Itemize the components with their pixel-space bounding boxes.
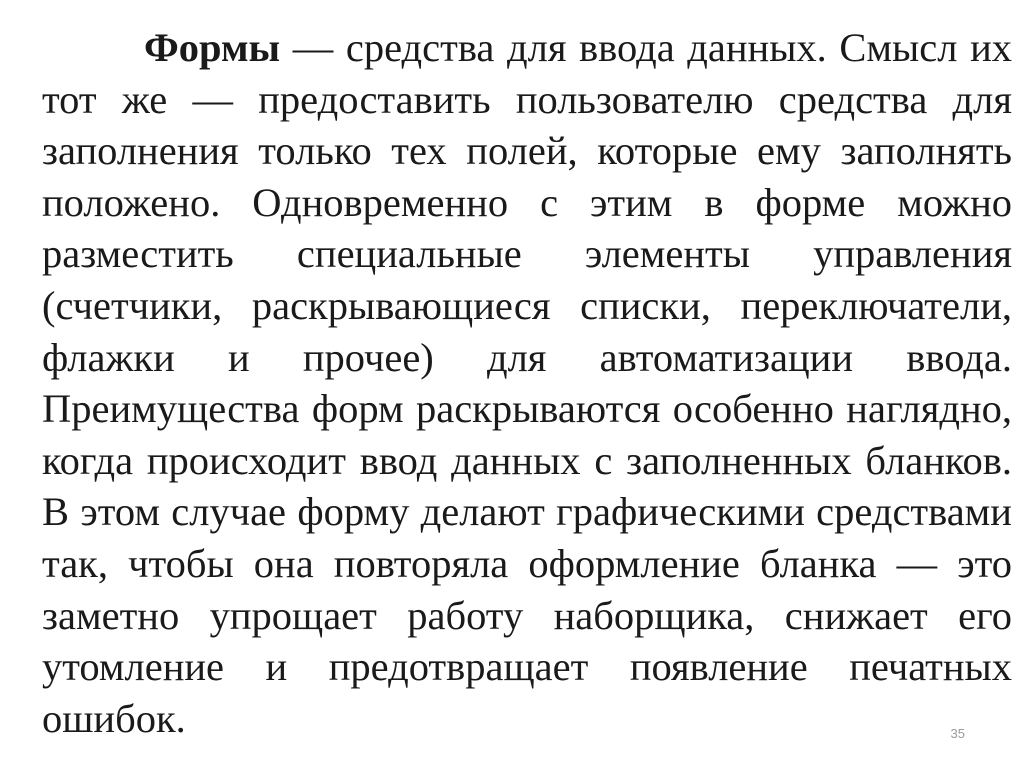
slide-paragraph xyxy=(42,22,1012,744)
paragraph-text: — средства для ввода данных. Смысл их тот же — предоставить пользователю средства для заполнения только тех полей, которые ему заполнять положено. Одновременно с этим в форме можно разместить специальные элементы управления (счетчики, раскрывающиеся списки, переключатели, флажки и прочее) для автоматизации ввода. Преимущества форм раскрываются особенно наглядно, когда происходит ввод данных с заполненных бланков. В этом случае форму делают графическими средствами так, чтобы она повторяла оформление бланка — это заметно упрощает работу наборщика, снижает его утомление и предотвращает появление печатных ошибок. xyxy=(42,25,1012,741)
page-number: 35 xyxy=(950,726,965,741)
defined-term: Формы xyxy=(144,25,281,70)
